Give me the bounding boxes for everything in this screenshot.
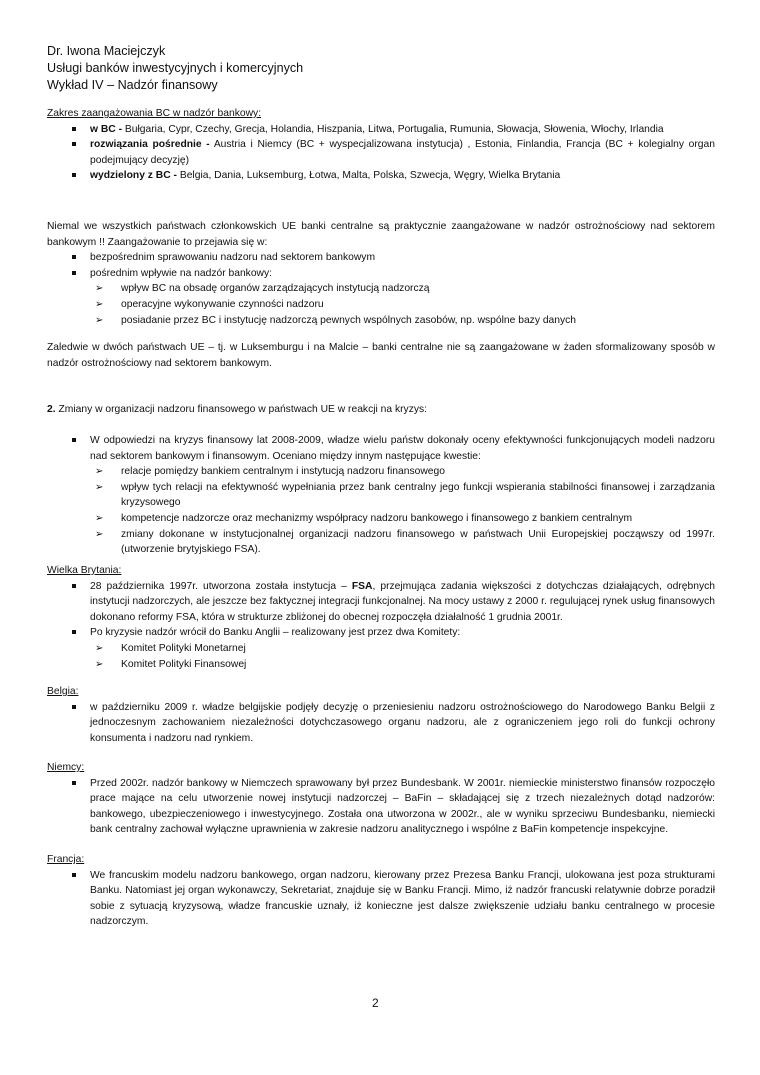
scope-item-label: w BC - — [90, 123, 123, 135]
course-line: Usługi banków inwestycyjnych i komercyjnych — [47, 61, 304, 75]
section2-sub-item: ➢ relacje pomiędzy bankiem centralnym i instytucją nadzoru finansowego — [95, 464, 715, 480]
section2-intro: W odpowiedzi na kryzys finansowy lat 2008-2009, władze wielu państw dokonały oceny efektywności funkcjonujących modeli nadzoru nad sektorem bankowym i finansowym. Oceniano między innym następujące kwestie: — [47, 433, 715, 464]
author-line: Dr. Iwona Maciejczyk — [47, 44, 166, 58]
scope-item-bc — [47, 122, 715, 138]
uk-committee-list — [47, 641, 715, 672]
uk-item-fsa — [47, 579, 715, 626]
scope-section — [47, 106, 715, 184]
involvement-list — [47, 250, 715, 281]
belgium-item: w październiku 2009 r. władze belgijskie podjęły decyzję o przeniesieniu nadzoru ostrożnościowego do Narodowego Banku Belgii z jednoczesnym zachowaniem niezależności dotychczasowego organu nadzoru, ale z ograniczeniem jego roli do funkcji ochrony konsumenta i nadzoru nad rynkiem. — [47, 700, 715, 747]
uk-list — [47, 579, 715, 641]
belgium-heading: Belgia: — [47, 686, 79, 697]
germany-item: Przed 2002r. nadzór bankowy w Niemczech sprawowany był przez Bundesbank. W 2001r. niemieckie ministerstwo finansów rozpoczęło prace mające na celu utworzenie nowej instytucji nadzorczej – BaFin – składającej się z trzech niezależnych dotąd nadzorów: bankowego, ubezpieczeniowego i inwestycyjnego. Została ona utworzona w 2002r., ale w wyniku sprzeciwu Bundesbanku, niemiecki bank centralny zachował wyłączne uprawnienia w zakresie nadzoru analitycznego i wspólne z BaFin kompetencje inspekcyjne. — [47, 776, 715, 838]
committee-item: ➢ Komitet Polityki Monetarnej — [95, 641, 715, 657]
uk-heading: Wielka Brytania: — [47, 565, 122, 576]
uk-text-before: 28 października 1997r. utworzona została instytucja – — [90, 580, 352, 592]
section2-list — [47, 433, 715, 464]
france-section — [47, 852, 715, 930]
germany-list — [47, 776, 715, 838]
page-number: 2 — [372, 996, 379, 1010]
scope-heading: Zakres zaangażowania BC w nadzór bankowy: — [47, 108, 262, 119]
uk-section — [47, 563, 715, 672]
involvement-indirect: pośrednim wpływie na nadzór bankowy: — [47, 266, 715, 282]
section2-body — [47, 433, 715, 558]
section-title-text: Zmiany w organizacji nadzoru finansowego w państwach UE w reakcji na kryzys: — [55, 404, 428, 415]
committee-item: ➢ Komitet Polityki Finansowej — [95, 657, 715, 673]
involvement-sub-item: ➢ operacyjne wykonywanie czynności nadzoru — [95, 297, 715, 313]
scope-item-text: Bułgaria, Cypr, Czechy, Grecja, Holandia, Hiszpania, Litwa, Portugalia, Rumunia, Słowacja, Słowenia, Włochy, Irlandia — [122, 123, 664, 135]
section2-sub-item: ➢ zmiany dokonane w instytucjonalnej organizacji nadzoru finansowego w państwach Unii Europejskiej począwszy od 1997r. (utworzenie brytyjskiego FSA). — [95, 527, 715, 558]
france-heading: Francja: — [47, 854, 85, 865]
scope-item-separate — [47, 168, 715, 184]
scope-list — [47, 122, 715, 184]
involvement-sub-item: ➢ wpływ BC na obsadę organów zarządzających instytucją nadzorczą — [95, 281, 715, 297]
section2-sublist — [47, 464, 715, 558]
scope-item-label: rozwiązania pośrednie - — [90, 139, 210, 151]
scope-item-indirect — [47, 137, 715, 168]
section2-title — [47, 402, 715, 418]
scope-item-label: wydzielony z BC - — [90, 170, 177, 182]
uk-text-after: , przejmująca zadania większości z dotychczas działających, odrębnych instytucji nadzorczych, ale jeszcze bez faktycznej integracji funkcjonalnej. Na mocy ustawy z 2000 r. regulującej rynek usług finansowych dokonano reformy FSA, która w strukturze zbliżonej do obecnej rozpoczęła działalność 1 grudnia 2001r. — [90, 580, 715, 623]
belgium-section — [47, 684, 715, 746]
france-list — [47, 868, 715, 930]
involvement-intro: Niemal we wszystkich państwach członkowskich UE banki centralne są praktycznie zaangażowane w nadzór ostrożnościowy nad sektorem bankowym !! Zaangażowanie to przejawia się w: — [47, 221, 715, 248]
france-item: We francuskim modelu nadzoru bankowego, organ nadzoru, kierowany przez Prezesa Banku Francji, ulokowana jest poza strukturami Banku. Natomiast jej organ wykonawczy, Sekretariat, znajduje się w Banku Francji. Mimo, iż nadzór francuski relatywnie dobrze poradził sobie z sytuacją kryzysową, władze francuskie uznały, iż konieczne jest dalsze zwiększenie udziału banku centralnego w procesie nadzorczym. — [47, 868, 715, 930]
involvement-section — [47, 219, 715, 328]
involvement-sublist — [47, 281, 715, 328]
fsa-label: FSA — [351, 580, 373, 592]
scope-item-text: Belgia, Dania, Luksemburg, Łotwa, Malta, Polska, Szwecja, Węgry, Wielka Brytania — [176, 170, 561, 182]
uk-item-committees: Po kryzysie nadzór wrócił do Banku Anglii – realizowany jest przez dwa Komitety: — [47, 625, 715, 641]
document-header — [47, 43, 303, 94]
scope-item-text: Austria i Niemcy (BC + wyspecjalizowana instytucja) , Estonia, Finlandia, Francja (BC + kolegialny organ podejmujący decyzję) — [90, 139, 715, 166]
exception-paragraph: Zaledwie w dwóch państwach UE – tj. w Luksemburgu i na Malcie – banki centralne nie są zaangażowane w żaden sformalizowany sposób w nadzór ostrożnościowy nad sektorem bankowym. — [47, 342, 715, 369]
involvement-sub-item: ➢ posiadanie przez BC i instytucję nadzorczą pewnych wspólnych zasobów, np. wspólne bazy danych — [95, 313, 715, 329]
belgium-list — [47, 700, 715, 747]
section2-sub-item: ➢ kompetencje nadzorcze oraz mechanizmy współpracy nadzoru bankowego i finansowego z bankiem centralnym — [95, 511, 715, 527]
germany-heading: Niemcy: — [47, 762, 85, 773]
lecture-line: Wykład IV – Nadzór finansowy — [47, 78, 218, 92]
section-number: 2. — [47, 404, 56, 415]
involvement-direct: bezpośrednim sprawowaniu nadzoru nad sektorem bankowym — [47, 250, 715, 266]
germany-section — [47, 760, 715, 838]
section2-sub-item: ➢ wpływ tych relacji na efektywność wypełniania przez bank centralny jego funkcji wspierania stabilności finansowej i zarządzania kryzysowego — [95, 480, 715, 511]
